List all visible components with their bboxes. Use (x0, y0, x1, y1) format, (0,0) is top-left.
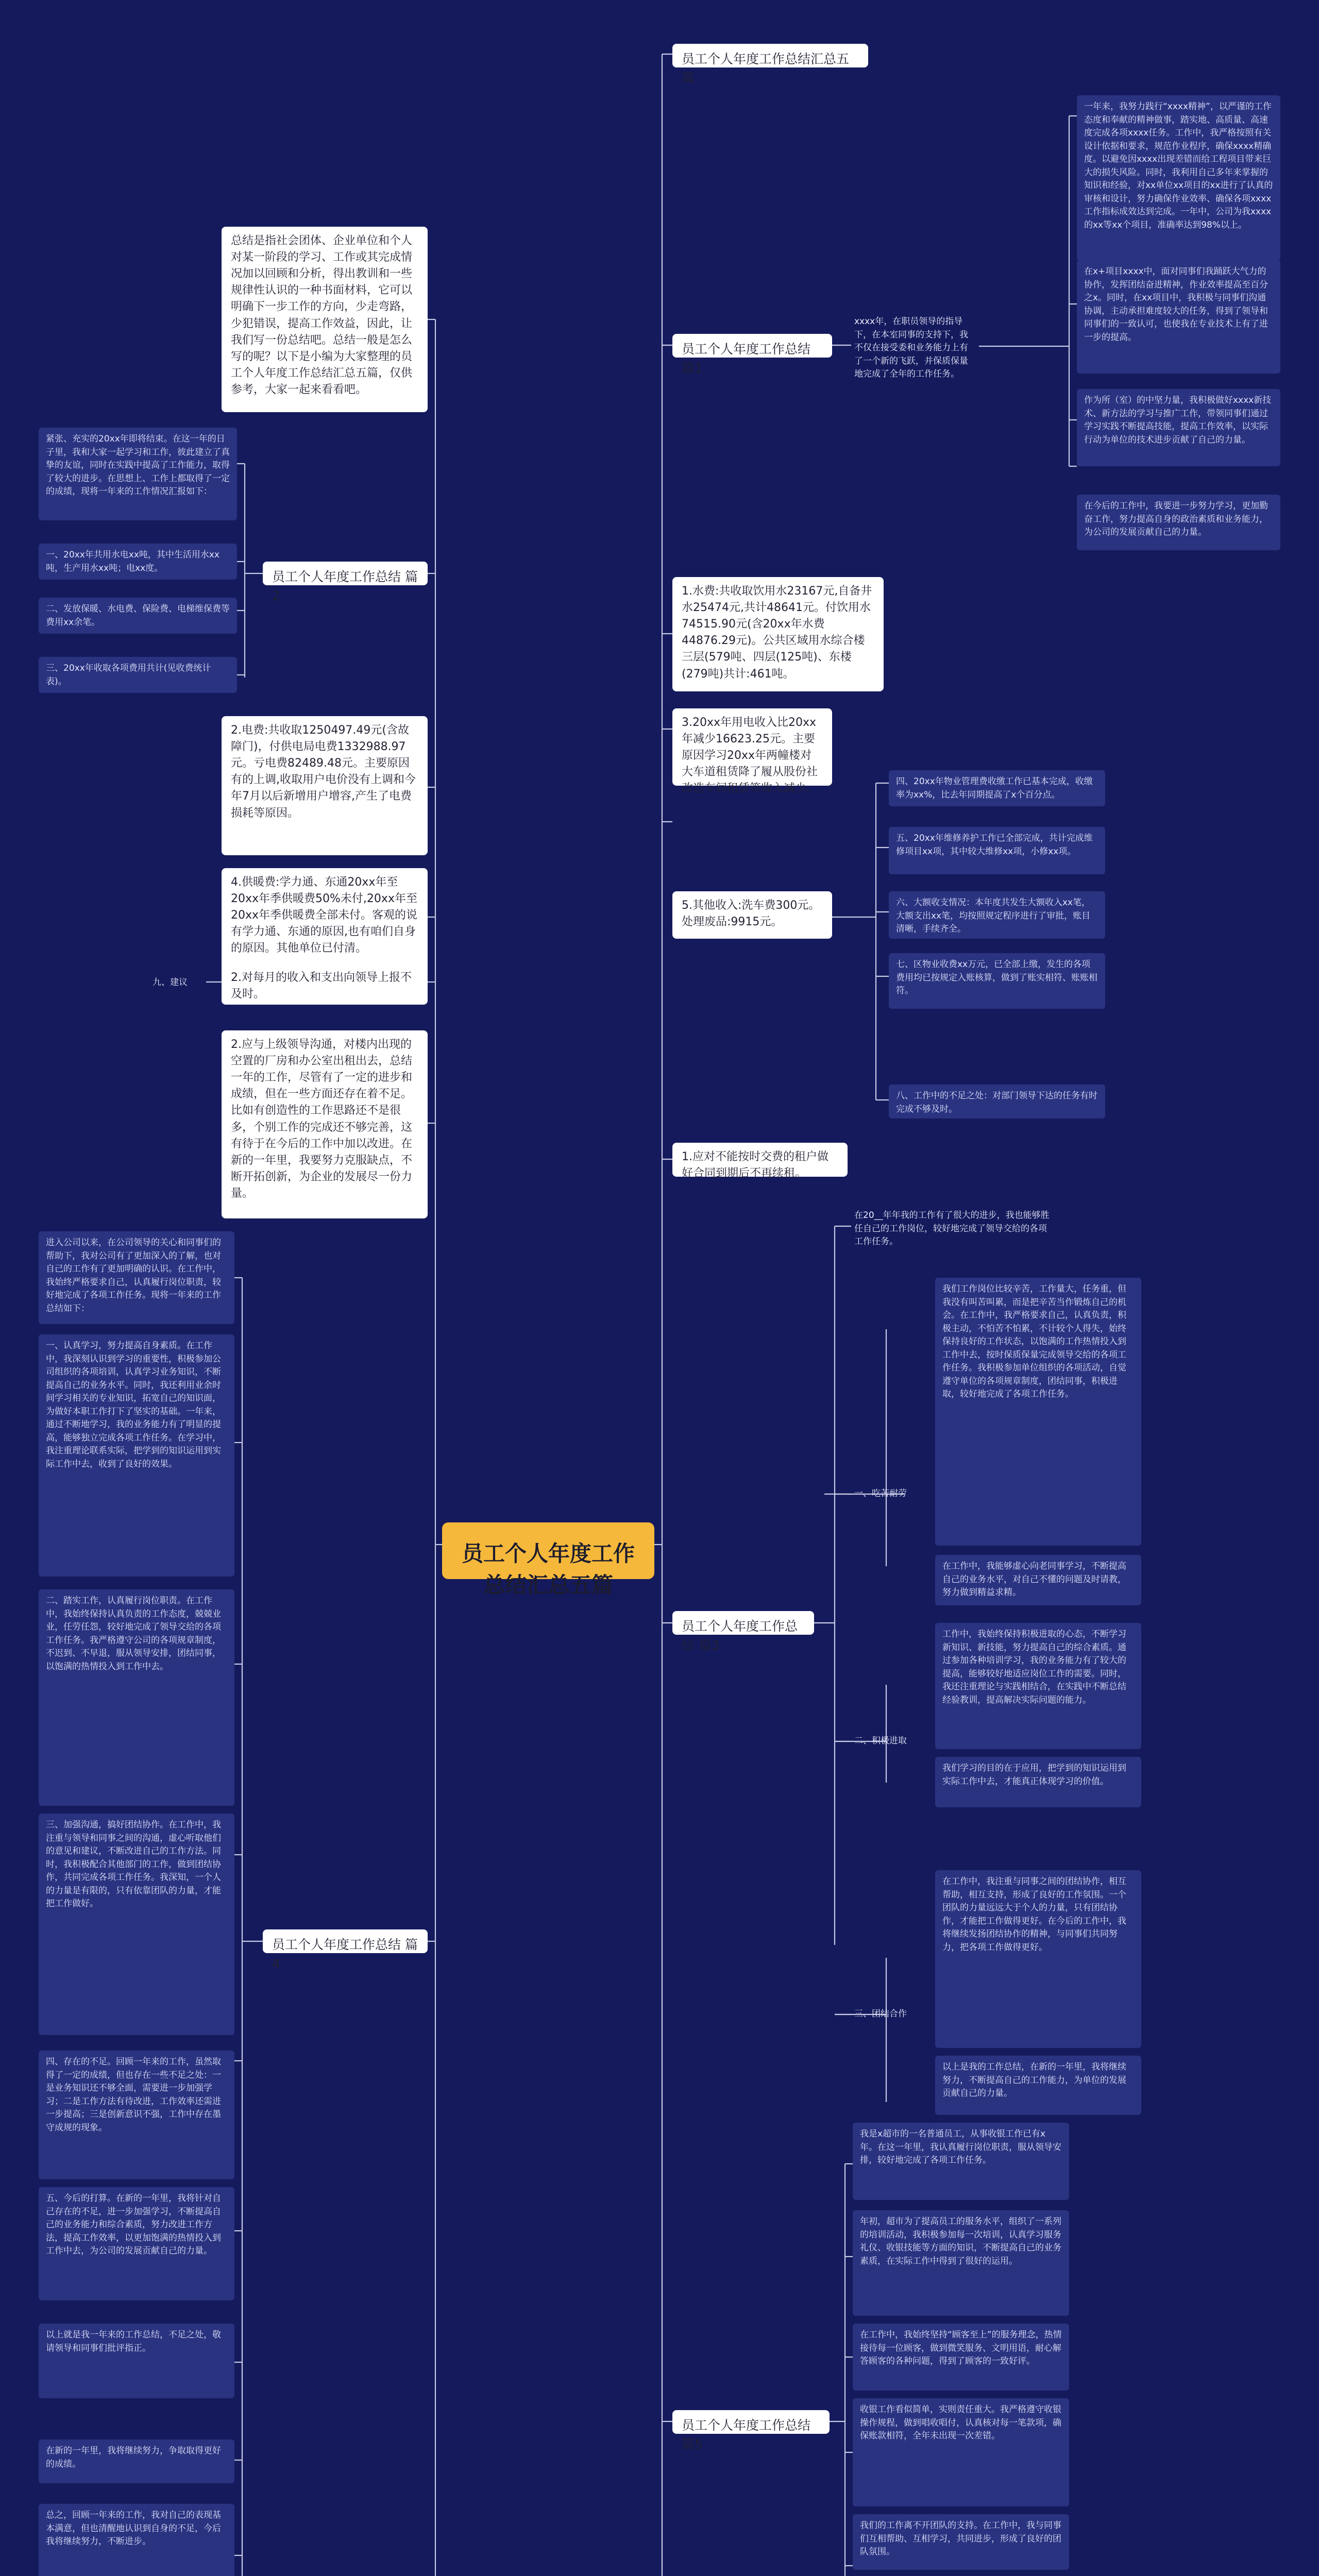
node-branch-2-suggestion: 九、建议 (153, 977, 188, 988)
node-branch-2-left-detail-4: 三、20xx年收取各项费用共计(见收费统计表)。 (39, 657, 237, 693)
node-branch-4[interactable]: 员工个人年度工作总结 篇4 (263, 1929, 428, 1953)
node-branch-5-detail-2: 年初，超市为了提高员工的服务水平，组织了一系列的培训活动，我积极参加每一次培训，认真学习服务礼仪、收银技能等方面的知识，不断提高自己的业务素质，在实际工作中得到了很好的运用。 (853, 2210, 1069, 2316)
node-branch-3-section-1-detail-1: 我们工作岗位比较辛苦，工作量大，任务重，但我没有叫苦叫累，而是把辛苦当作锻炼自己的机会。在工作中，我严格要求自己，认真负责，积极主动，不怕苦不怕累，不计较个人得失，始终保持良好的工作状态，以饱满的工作热情投入到工作中去，按时保质保量完成领导交给的各项工作任务。我积极参加单位组织的各项活动，自觉遵守单位的各项规章制度，团结同事，积极进取，较好地完成了各项工作任务。 (935, 1278, 1141, 1546)
node-branch-2-report-delay[interactable]: 2.对每月的收入和支出向领导上报不及时。 (222, 963, 428, 1005)
node-branch-4-detail-4: 三、加强沟通，搞好团结协作。在工作中，我注重与领导和同事之间的沟通，虚心听取他们的意见和建议，不断改进自己的工作方法。同时，我积极配合其他部门的工作，做到团结协作，共同完成各项工作任务。我深知，一个人的力量是有限的，只有依靠团队的力量，才能把工作做好。 (39, 1814, 234, 2035)
node-branch-2-left-detail-1: 紧张、充实的20xx年即将结束。在这一年的日子里，我和大家一起学习和工作，彼此建立了真挚的友谊，同时在实践中提高了工作能力，取得了较大的进步。在思想上、工作上都取得了一定的成绩，现将一年来的工作情况汇报如下： (39, 428, 237, 520)
node-branch-2-tenant[interactable]: 1.应对不能按时交费的租户做好合同到期后不再续租。 (672, 1143, 848, 1177)
node-branch-1-detail-1: 一年来，我努力践行“xxxx精神”，以严谨的工作态度和奉献的精神做事，踏实地、高质量、高速度完成各项xxxx任务。工作中，我严格按照有关设计依据和要求，规范作业程序，确保xxxx精确度。以避免因xxxx出现差错而给工程项目带来巨大的损失风险。同时，我利用自己多年来掌握的知识和经验，对xx单位xx项目的xx进行了认真的审核和设计，努力确保作业效率、确保各项xxxx工作指标成效达到完成。一年中，公司为我xxxx的xx等xx个项目，准确率达到98%以上。 (1077, 95, 1280, 261)
node-branch-4-detail-9: 总之，回顾一年来的工作，我对自己的表现基本满意，但也清醒地认识到自身的不足，今后我将继续努力，不断进步。 (39, 2504, 234, 2576)
node-branch-3-intro: 在20__年年我的工作有了很大的进步，我也能够胜任自己的工作岗位，较好地完成了领导交给的各项工作任务。 (854, 1210, 1050, 1247)
node-branch-4-detail-8: 在新的一年里，我将继续努力，争取取得更好的成绩。 (39, 2439, 234, 2483)
node-branch-5-detail-5: 我们的工作离不开团队的支持。在工作中，我与同事们互相帮助、互相学习，共同进步，形成了良好的团队氛围。 (853, 2514, 1069, 2570)
node-branch-1-detail-4: 在今后的工作中，我要进一步努力学习，更加勤奋工作，努力提高自身的政治素质和业务能力，为公司的发展贡献自己的力量。 (1077, 495, 1280, 550)
node-branch-5[interactable]: 员工个人年度工作总结 篇5 (672, 2410, 830, 2434)
node-branch-5-detail-4: 收银工作看似简单，实则责任重大。我严格遵守收银操作规程，做到唱收唱付，认真核对每一笔款项，确保账款相符，全年未出现一次差错。 (853, 2398, 1069, 2506)
node-branch-4-detail-2: 一、认真学习，努力提高自身素质。在工作中，我深刻认识到学习的重要性，积极参加公司组织的各项培训，认真学习业务知识，不断提高自己的业务水平。同时，我还利用业余时间学习相关的专业知识，拓宽自己的知识面，为做好本职工作打下了坚实的基础。一年来，通过不断地学习，我的业务能力有了明显的提高，能够独立完成各项工作任务。在学习中，我注重理论联系实际，把学到的知识运用到实际工作中去，收到了良好的效果。 (39, 1334, 234, 1577)
node-branch-2-other-revenue[interactable]: 5.其他收入:洗车费300元。处理废品:9915元。 (672, 891, 832, 939)
node-branch-4-detail-7: 以上就是我一年来的工作总结，不足之处，敬请领导和同事们批评指正。 (39, 2324, 234, 2398)
node-branch-1-detail-2: 在x+项目xxxx中，面对同事们我踊跃大气力的协作，发挥团结奋进精神，作业效率提高至百分之x。同时，在xx项目中，我积极与同事们沟通协调，主动承担难度较大的任务，得到了领导和同事们的一致认可，也使我在专业技术上有了进一步的提高。 (1077, 260, 1280, 374)
node-branch-4-detail-5: 四、存在的不足。回顾一年来的工作，虽然取得了一定的成绩，但也存在一些不足之处：一是业务知识还不够全面，需要进一步加强学习；二是工作方法有待改进，工作效率还需进一步提高；三是创新意识不强，工作中存在墨守成规的现象。 (39, 2050, 234, 2179)
node-branch-1-detail-3: 作为所（室）的中坚力量，我积极做好xxxx新技术、新方法的学习与推广工作，带领同事们通过学习实践不断提高技能，提高工作效率，以实际行动为单位的技术进步贡献了自己的力量。 (1077, 389, 1280, 466)
node-branch-2-detail-7: 七、区物业收费xx万元，已全部上缴，发生的各项费用均已按规定入账核算，做到了账实相符、账账相符。 (889, 953, 1105, 1009)
node-branch-3-section-3-detail-2: 以上是我的工作总结，在新的一年里，我将继续努力，不断提高自己的工作能力，为单位的发展贡献自己的力量。 (935, 2056, 1141, 2115)
node-branch-1-intro: xxxx年，在职员领导的指导下，在本室同事的支持下，我不仅在接受委和业务能力上有了一个新的飞跃，并保质保量地完成了全年的工作任务。 (854, 316, 968, 379)
node-branch-2-left-detail-3: 二、发放保暖、水电费、保险费、电梯维保费等费用xx余笔。 (39, 598, 237, 634)
node-branch-2-lease-suggestion[interactable]: 2.应与上级领导沟通，对楼内出现的空置的厂房和办公室出租出去，总结一年的工作，尽管有了一定的进步和成绩，但在一些方面还存在着不足。比如有创造性的工作思路还不是很多，个别工作的完成还不够完善，这有待于在今后的工作中加以改进。在新的一年里，我要努力克服缺点，不断开拓创新，为企业的发展尽一份力量。 (222, 1030, 428, 1218)
node-branch-5-detail-1: 我是x超市的一名普通员工，从事收银工作已有x年。在这一年里，我认真履行岗位职责，服从领导安排，较好地完成了各项工作任务。 (853, 2123, 1069, 2200)
node-branch-4-detail-6: 五、今后的打算。在新的一年里，我将针对自己存在的不足，进一步加强学习，不断提高自己的业务能力和综合素质，努力改进工作方法，提高工作效率，以更加饱满的热情投入到工作中去，为公司的发展贡献自己的力量。 (39, 2187, 234, 2300)
node-branch-2-detail-5: 五、20xx年维修养护工作已全部完成，共计完成维修项目xx项，其中较大维修xx项，小修xx项。 (889, 827, 1105, 874)
node-branch-3-section-3-detail-1: 在工作中，我注重与同事之间的团结协作，相互帮助，相互支持，形成了良好的工作氛围。一个团队的力量远远大于个人的力量，只有团结协作，才能把工作做得更好。在今后的工作中，我将继续发扬团结协作的精神，与同事们共同努力，把各项工作做得更好。 (935, 1870, 1141, 2048)
node-branch-2-left-detail-2: 一、20xx年共用水电xx吨，其中生活用水xx吨，生产用水xx吨；电xx度。 (39, 544, 237, 580)
node-branch-2-detail-6: 六、大额收支情况：本年度共发生大额收入xx笔，大额支出xx笔，均按照规定程序进行了审批，账目清晰，手续齐全。 (889, 891, 1105, 939)
root-node[interactable]: 员工个人年度工作总结汇总五篇 (442, 1522, 654, 1579)
node-branch-3-section-3: 三、团结合作 (854, 2009, 907, 2019)
node-branch-2-left[interactable]: 员工个人年度工作总结 篇2 (263, 562, 428, 585)
node-branch-4-detail-3: 二、踏实工作，认真履行岗位职责。在工作中，我始终保持认真负责的工作态度，兢兢业业，任劳任怨，较好地完成了领导交给的各项工作任务。我严格遵守公司的各项规章制度，不迟到、不早退，服从领导安排，团结同事，以饱满的热情投入到工作中去。 (39, 1589, 234, 1806)
node-branch-5-detail-3: 在工作中，我始终坚持“顾客至上”的服务理念，热情接待每一位顾客，做到微笑服务、文明用语，耐心解答顾客的各种问题，得到了顾客的一致好评。 (853, 2324, 1069, 2391)
node-branch-4-detail-1: 进入公司以来，在公司领导的关心和同事们的帮助下，我对公司有了更加深入的了解，也对自己的工作有了更加明确的认识。在工作中，我始终严格要求自己，认真履行岗位职责，较好地完成了各项工作任务。现将一年来的工作总结如下： (39, 1231, 234, 1324)
node-branch-2-electric-fee[interactable]: 2.电费:共收取1250497.49元(含故障门)，付供电局电费1332988.97元。亏电费82489.48元。主要原因有的上调,收取用户电价没有上调和今年7月以后新增用户增容,产生了电费损耗等原因。 (222, 716, 428, 855)
node-branch-3-section-2: 二、积极进取 (854, 1736, 907, 1746)
node-branch-3-section-1-detail-2: 在工作中，我能够虚心向老同事学习，不断提高自己的业务水平，对自己不懂的问题及时请教，努力做到精益求精。 (935, 1555, 1141, 1605)
node-branch-2-water[interactable]: 1.水费:共收取饮用水23167元,自备井水25474元,共计48641元。付饮用水74515.90元(含20xx年水费44876.29元)。公共区域用水综合楼三层(579吨、四层(125吨)、东楼(279吨)共计:461吨。 (672, 577, 884, 691)
node-title-right[interactable]: 员工个人年度工作总结汇总五篇 (672, 44, 868, 67)
node-branch-3-section-1: 一、吃苦耐劳 (854, 1488, 907, 1499)
node-branch-3[interactable]: 员工个人年度工作总结 篇3 (672, 1611, 814, 1635)
node-summary-intro[interactable]: 总结是指社会团体、企业单位和个人对某一阶段的学习、工作或其完成情况加以回顾和分析，得出教训和一些规律性认识的一种书面材料，它可以明确下一步工作的方向，少走弯路，少犯错误，提高工作效益，因此，让我们写一份总结吧。总结一般是怎么写的呢？以下是小编为大家整理的员工个人年度工作总结汇总五篇，仅供参考，大家一起来看看吧。 (222, 227, 428, 412)
node-branch-2-heating-fee[interactable]: 4.供暖费:学力通、东通20xx年至20xx年季供暖费50%未付,20xx年至20xx年季供暖费全部未付。客观的说有学力通、东通的原因,也有咱们自身的原因。其他单位已付清。 (222, 868, 428, 984)
node-branch-2-electric-revenue[interactable]: 3.20xx年用电收入比20xx年减少16623.25元。主要原因学习20xx年两幢楼对大车道租赁降了履从股份社改造车间租赁等收入减少。 (672, 708, 832, 786)
node-branch-1[interactable]: 员工个人年度工作总结 篇1 (672, 334, 832, 358)
node-branch-2-detail-4: 四、20xx年物业管理费收缴工作已基本完成，收缴率为xx%，比去年同期提高了x个百分点。 (889, 770, 1105, 806)
node-branch-3-section-2-detail-1: 工作中，我始终保持积极进取的心态，不断学习新知识、新技能，努力提高自己的综合素质。通过参加各种培训学习，我的业务能力有了较大的提高，能够较好地适应岗位工作的需要。同时，我还注重理论与实践相结合，在实践中不断总结经验教训，提高解决实际问题的能力。 (935, 1623, 1141, 1749)
node-branch-2-detail-8: 八、工作中的不足之处：对部门领导下达的任务有时完成不够及时。 (889, 1084, 1105, 1118)
node-branch-3-section-2-detail-2: 我们学习的目的在于应用，把学到的知识运用到实际工作中去，才能真正体现学习的价值。 (935, 1757, 1141, 1807)
